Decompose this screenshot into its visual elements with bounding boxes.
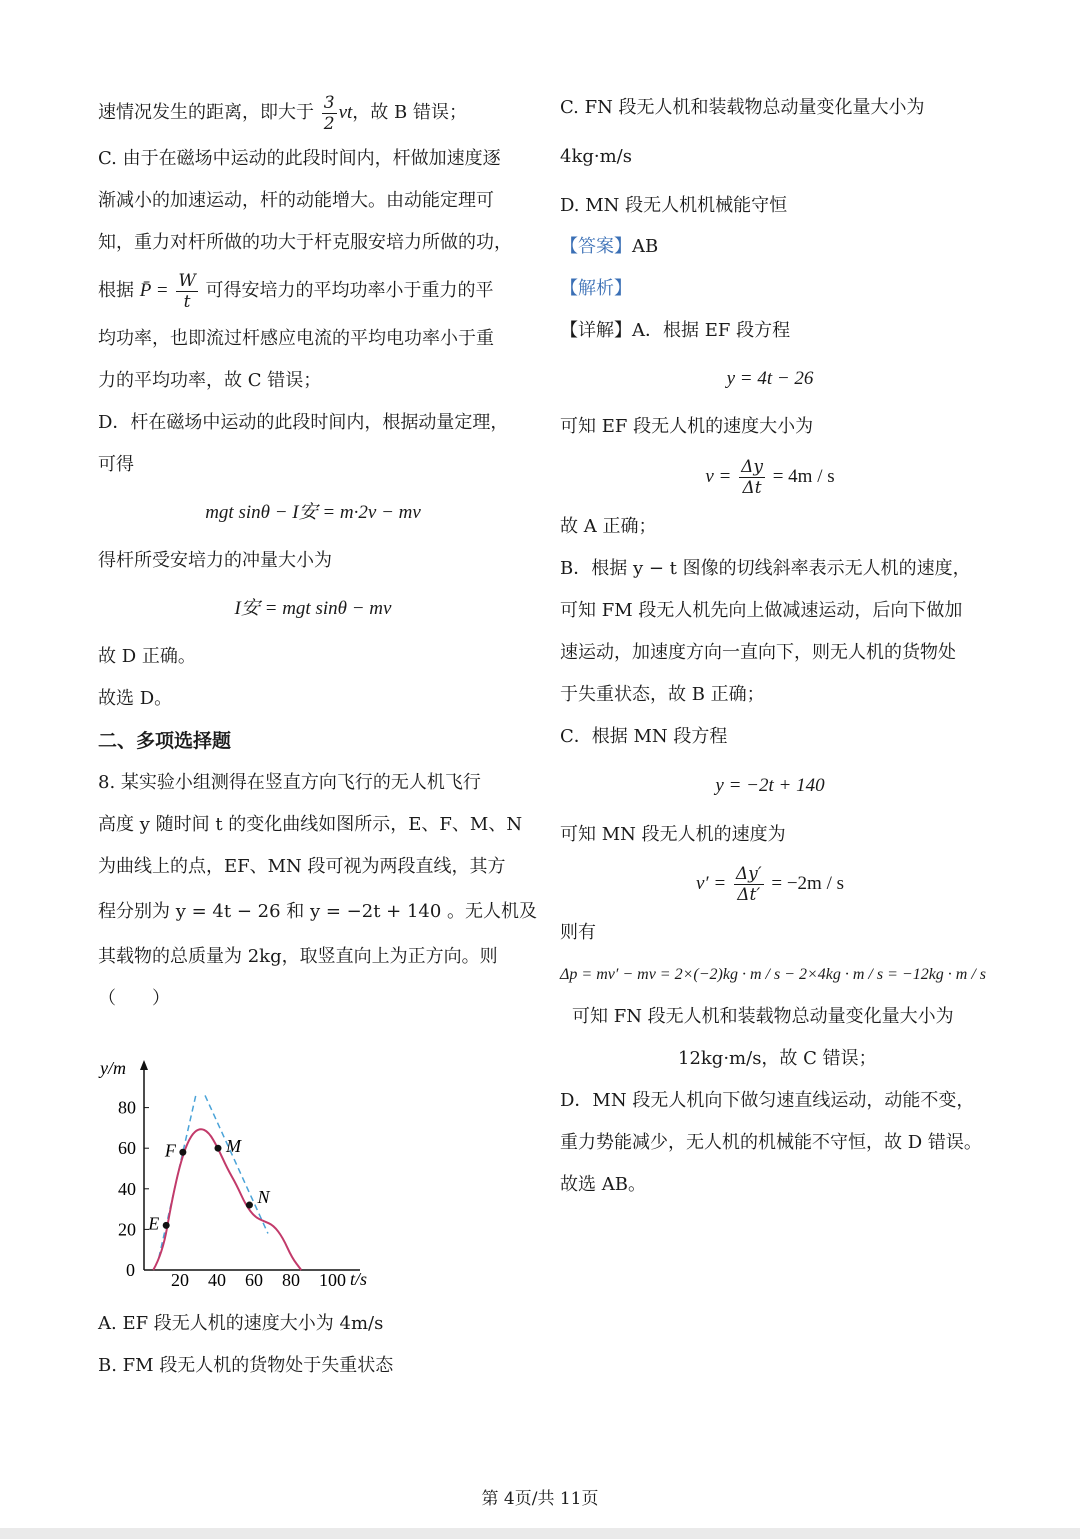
text-span: 速情况发生的距离，即大于 [98, 102, 314, 123]
text-line: C. 由于在磁场中运动的此段时间内，杆做加速度逐 [98, 148, 501, 169]
x-tick-label: 100 [319, 1270, 346, 1290]
text-span: ，故 B 错误； [352, 102, 467, 123]
fraction-numerator: Δy [741, 456, 763, 477]
text-line: 可知 EF 段无人机的速度大小为 [560, 416, 814, 437]
text-line: C. FN 段无人机和装载物总动量变化量大小为 [560, 97, 925, 118]
text-line: 则有 [560, 922, 596, 943]
text-line: 于失重状态，故 B 正确； [560, 684, 765, 705]
answer-tag: 【答案】 [560, 236, 632, 257]
fraction-denominator: Δt [742, 477, 762, 498]
math-span: v′ = [695, 873, 727, 894]
text-line: 得杆所受安培力的冲量大小为 [98, 550, 332, 571]
x-axis-label: t/s [350, 1269, 368, 1289]
y-tick-label: 80 [118, 1097, 136, 1118]
text-line: 渐减小的加速运动，杆的动能增大。由动能定理可 [98, 190, 494, 211]
equation: y = 4t − 26 [726, 368, 814, 389]
page-footer: 第 4页/共 11页 [481, 1489, 599, 1509]
text-line: 均功率，也即流过杆感应电流的平均电功率小于重 [98, 328, 494, 349]
text-line: D. MN 段无人机机械能守恒 [560, 195, 788, 216]
equation: I安 = mgt sinθ − mv [234, 598, 392, 619]
text-line: 可知 FN 段无人机和装载物总动量变化量大小为 [572, 1006, 954, 1027]
point-label: F [164, 1140, 176, 1161]
fraction-numerator: W [178, 270, 196, 291]
point-label: N [257, 1187, 270, 1208]
text-line: 力的平均功率，故 C 错误； [98, 370, 322, 391]
x-tick-label: 80 [282, 1270, 300, 1290]
y-axis-arrow [140, 1060, 148, 1070]
y-tick-label: 40 [118, 1178, 136, 1199]
point-label: E [148, 1213, 160, 1234]
y-axis-label: y/m [100, 1058, 126, 1078]
right-column [560, 88, 1060, 1206]
fraction-denominator: t [183, 291, 191, 312]
text-line: 重力势能减少，无人机的机械能不守恒，故 D 错误。 [560, 1132, 982, 1153]
text-line: 8. 某实验小组测得在竖直方向飞行的无人机飞行 [98, 772, 481, 793]
math-span: vt [338, 102, 353, 123]
x-tick-label: 40 [208, 1270, 226, 1290]
text-line: 故 A 正确； [560, 516, 657, 537]
fraction [176, 271, 197, 312]
point-label: M [226, 1136, 241, 1157]
point-m [215, 1145, 222, 1152]
text-line [98, 88, 528, 138]
equation [560, 856, 1060, 912]
section-heading: 二、多项选择题 [98, 730, 232, 752]
math-span: = −2m / s [771, 873, 845, 894]
text-line: 为曲线上的点，EF、MN 段可视为两段直线，其方 [98, 856, 506, 877]
y-tick-label: 60 [118, 1138, 136, 1159]
text-line: C．根据 MN 段方程 [560, 726, 728, 747]
text-line [98, 264, 528, 318]
text-line: 故选 AB。 [560, 1174, 646, 1195]
fraction-denominator: 2 [323, 113, 335, 134]
fraction [734, 864, 764, 905]
fraction-denominator: Δt′ [737, 884, 761, 905]
math-span: v = [705, 466, 732, 487]
x-tick-label: 60 [245, 1270, 263, 1290]
text-line: 速运动，加速度方向一直向下，则无人机的货物处 [560, 642, 956, 663]
fraction-numerator: 3 [323, 92, 335, 113]
text-line [560, 226, 1060, 268]
text-line: 高度 y 随时间 t 的变化曲线如图所示，E、F、M、N [98, 814, 523, 835]
option-a: A. EF 段无人机的速度大小为 4m/s [98, 1313, 384, 1334]
text-line: 12kg·m/s，故 C 错误； [678, 1048, 877, 1069]
fraction [322, 93, 337, 134]
text-line: 【详解】A．根据 EF 段方程 [560, 320, 791, 341]
tangent-line [205, 1095, 268, 1233]
text-line: D．MN 段无人机向下做匀速直线运动，动能不变， [560, 1090, 975, 1111]
text-line: 4kg·m/s [560, 146, 632, 167]
point-f [179, 1149, 186, 1156]
equation: mgt sinθ − I安 = m·2v − mv [205, 502, 421, 523]
point-e [163, 1222, 170, 1229]
text-line: 可得 [98, 454, 134, 475]
fraction-numerator: Δy′ [735, 863, 762, 884]
left-column [98, 88, 538, 1020]
x-tick-label: 20 [171, 1270, 189, 1290]
answer-value: AB [632, 236, 659, 257]
equation: Δp = mv′ − mv = 2×(−2)kg · m / s − 2×4kg · m / s = −12kg · m / s [560, 966, 987, 983]
text-span: 根据 [98, 280, 134, 301]
text-line: 可知 FM 段无人机先向上做减速运动，后向下做加 [560, 600, 963, 621]
fraction [739, 457, 765, 498]
text-span: 可得安培力的平均功率小于重力的平 [205, 280, 494, 301]
page-edge-shadow [0, 1528, 1080, 1539]
math-span: = 4m / s [772, 466, 835, 487]
text-line: （ ） [98, 988, 170, 1009]
analysis-tag: 【解析】 [560, 278, 632, 299]
option-b: B. FM 段无人机的货物处于失重状态 [98, 1355, 394, 1376]
text-line: B．根据 y − t 图像的切线斜率表示无人机的速度， [560, 558, 971, 579]
equation: y = −2t + 140 [715, 775, 825, 796]
equation [560, 448, 1060, 506]
text-line: D．杆在磁场中运动的此段时间内，根据动量定理， [98, 412, 509, 433]
text-line: 故 D 正确。 [98, 646, 196, 667]
text-line: 程分别为 y = 4t − 26 和 y = −2t + 140 。无人机及 [98, 901, 538, 922]
origin-label: 0 [126, 1260, 135, 1280]
math-span: P̄ = [139, 280, 169, 301]
y-t-graph [98, 1048, 388, 1298]
y-tick-label: 20 [118, 1219, 136, 1240]
text-line: 可知 MN 段无人机的速度为 [560, 824, 786, 845]
point-n [246, 1202, 253, 1209]
text-line: 其载物的总质量为 2kg，取竖直向上为正方向。则 [98, 946, 498, 967]
text-line: 故选 D。 [98, 688, 173, 709]
text-line: 知，重力对杆所做的功大于杆克服安培力所做的功， [98, 232, 512, 253]
